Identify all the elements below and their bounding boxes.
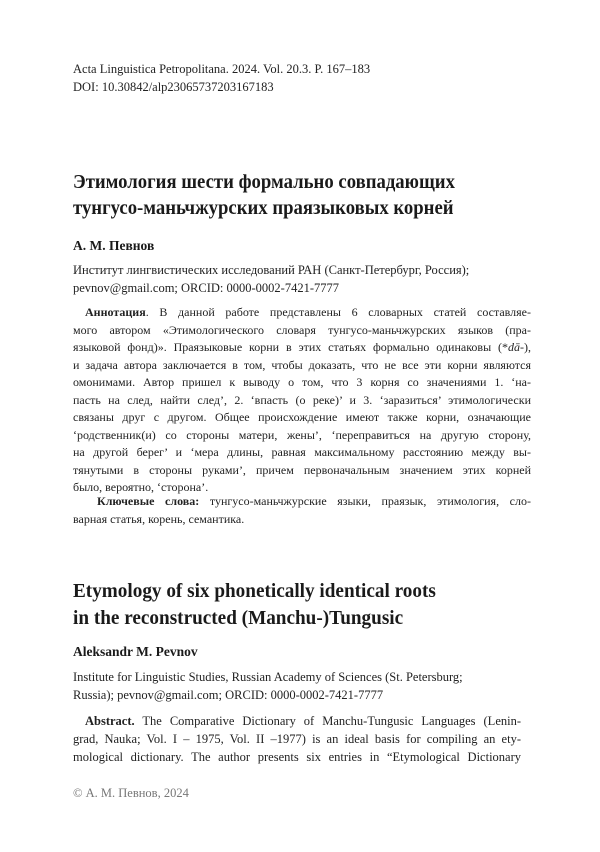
russian-title-line: тунгусо-маньчжурских праязыковых корней [73,196,455,222]
abstract-label: Аннотация [85,305,146,319]
affiliation-line: Russia); pevnov@gmail.com; ORCID: 0000-0002-7421-7777 [73,686,463,704]
abstract-line: ‘родственник(и) со стороны матери, жены’, ‘переправиться на другую сторону, [73,427,531,445]
affiliation-line: pevnov@gmail.com; ORCID: 0000-0002-7421-7777 [73,279,469,297]
copyright-notice: © А. М. Певнов, 2024 [73,786,189,801]
abstract-line: mological dictionary. The author presents six entries in “Etymological Dictionary [73,748,521,766]
russian-title [73,170,455,222]
english-author: Aleksandr M. Pevnov [73,644,198,660]
abstract-line: связаны друг с другом. Общее происхождение имеют также корни, означающие [73,409,531,427]
english-title-line: Etymology of six phonetically identical roots [73,578,436,605]
russian-author: А. М. Певнов [73,238,154,254]
english-title [73,578,436,632]
journal-citation: Acta Linguistica Petropolitana. 2024. Vol. 20.3. P. 167–183 [73,60,370,78]
abstract-line: пасть на след, найти след’, 2. ‘впасть (о реке)’ и 3. ‘заразиться’ этимологически [73,392,531,410]
journal-doi: DOI: 10.30842/alp23065737203167183 [73,78,370,96]
journal-header [73,60,370,96]
abstract-label: Abstract. [85,714,135,728]
abstract-line: мого автором «Этимологического словаря тунгусо-маньчжурских языков (пра- [73,322,531,340]
abstract-line: тянутыми в стороны руками’, причем первоначальным значением этих корней [73,462,531,480]
abstract-line: омонимами. Автор пришел к выводу о том, что 3 корня со значениями 1. ‘на- [73,374,531,392]
keywords-line: варная статья, корень, семантика. [73,511,531,529]
english-abstract [85,712,521,766]
abstract-line: и задача автора заключается в том, чтобы доказать, что не все эти корни являются [73,357,531,375]
keywords-label: Ключевые слова: [97,494,199,508]
russian-title-line: Этимология шести формально совпадающих [73,170,455,196]
article-first-page [0,0,600,852]
abstract-line: языковой фонд)». Праязыковые корни в этих статьях формально одинаковы (*dā-), [73,339,531,357]
abstract-line: было, вероятно, ‘сторона’. [73,479,531,497]
keywords-line: Ключевые слова: тунгусо-маньчжурские языки, праязык, этимология, сло- [97,493,531,511]
abstract-line: Abstract. The Comparative Dictionary of Manchu-Tungusic Languages (Lenin- [85,712,521,730]
affiliation-line: Institute for Linguistic Studies, Russian Academy of Sciences (St. Petersburg; [73,668,463,686]
abstract-line: grad, Nauka; Vol. I – 1975, Vol. II –1977) is an ideal basis for compiling an ety- [73,730,521,748]
abstract-line: на другой берег’ и ‘мера длины, равная максимальному расстоянию между вы- [73,444,531,462]
root-form: dā [508,340,520,354]
russian-abstract [85,304,531,497]
russian-keywords [85,493,531,528]
english-title-line: in the reconstructed (Manchu-)Tungusic [73,605,436,632]
english-affiliation [73,668,463,704]
affiliation-line: Институт лингвистических исследований РАН (Санкт-Петербург, Россия); [73,261,469,279]
russian-affiliation [73,261,469,297]
abstract-line: Аннотация. В данной работе представлены 6 словарных статей составляе- [85,304,531,322]
